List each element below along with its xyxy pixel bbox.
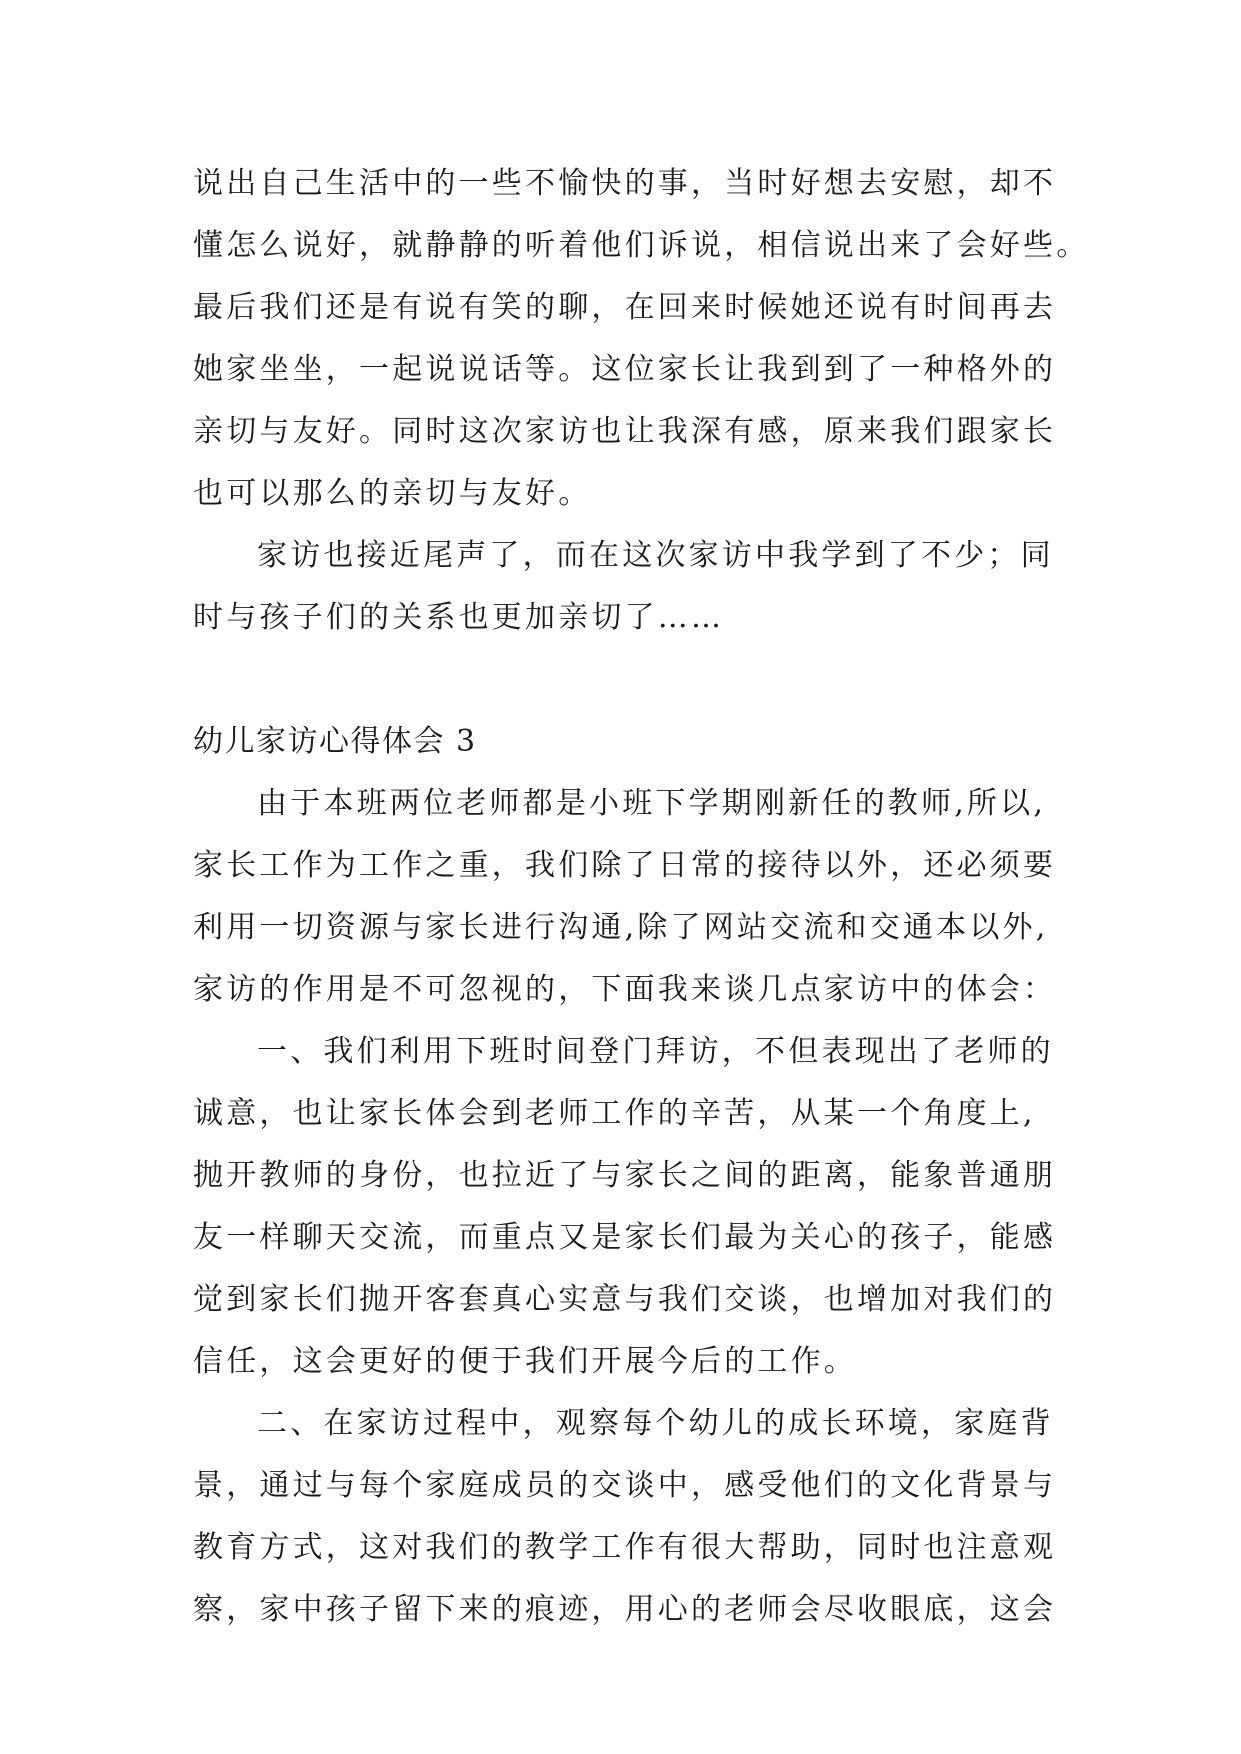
text-line: 二、在家访过程中，观察每个幼儿的成长环境，家庭背	[257, 1406, 1054, 1441]
text-line: 觉到家长们抛开客套真心实意与我们交谈，也增加对我们的	[193, 1282, 1057, 1317]
paragraph-section-3-intro	[193, 773, 1073, 1021]
paragraph-section-2-tail	[193, 153, 1090, 525]
paragraph-section-3-point-2	[193, 1393, 1073, 1641]
text-line: 信任，这会更好的便于我们开展今后的工作。	[193, 1344, 857, 1379]
text-line: 最后我们还是有说有笑的聊，在回来时候她还说有时间再去	[193, 290, 1057, 325]
text-line: 景，通过与每个家庭成员的交谈中，感受他们的文化背景与	[193, 1468, 1057, 1503]
text-line: 家长工作为工作之重，我们除了日常的接待以外，还必须要	[193, 848, 1057, 883]
text-line: 抛开教师的身份，也拉近了与家长之间的距离，能象普通朋	[193, 1158, 1057, 1193]
text-line: 时与孩子们的关系也更加亲切了……	[193, 600, 725, 635]
text-line: 教育方式，这对我们的教学工作有很大帮助，同时也注意观	[193, 1530, 1057, 1565]
section-heading: 幼儿家访心得体会 3	[193, 724, 477, 759]
section-spacer	[193, 649, 1073, 711]
text-line: 诚意，也让家长体会到老师工作的辛苦，从某一个角度上,	[193, 1096, 1036, 1131]
text-line: 利用一切资源与家长进行沟通,除了网站交流和交通本以外,	[193, 910, 1049, 945]
document-body	[193, 153, 1090, 1641]
paragraph-section-3-point-1	[193, 1021, 1073, 1393]
text-line: 察，家中孩子留下来的痕迹，用心的老师会尽收眼底，这会	[193, 1592, 1057, 1627]
text-line: 说出自己生活中的一些不愉快的事，当时好想去安慰，却不	[193, 166, 1057, 201]
text-line: 由于本班两位老师都是小班下学期刚新任的教师,所以,	[257, 786, 1047, 821]
text-line: 友一样聊天交流，而重点又是家长们最为关心的孩子，能感	[193, 1220, 1057, 1255]
text-line: 一、我们利用下班时间登门拜访，不但表现出了老师的	[257, 1034, 1054, 1069]
text-line: 家访也接近尾声了，而在这次家访中我学到了不少；同	[257, 538, 1054, 573]
text-line: 家访的作用是不可忽视的，下面我来谈几点家访中的体会：	[193, 972, 1057, 1007]
text-line: 也可以那么的亲切与友好。	[193, 476, 592, 511]
text-line: 她家坐坐，一起说说话等。这位家长让我到到了一种格外的	[193, 352, 1057, 387]
text-line: 懂怎么说好，就静静的听着他们诉说，相信说出来了会好些。	[193, 228, 1090, 263]
paragraph-section-2-closing	[193, 525, 1073, 649]
text-line: 亲切与友好。同时这次家访也让我深有感，原来我们跟家长	[193, 414, 1057, 449]
